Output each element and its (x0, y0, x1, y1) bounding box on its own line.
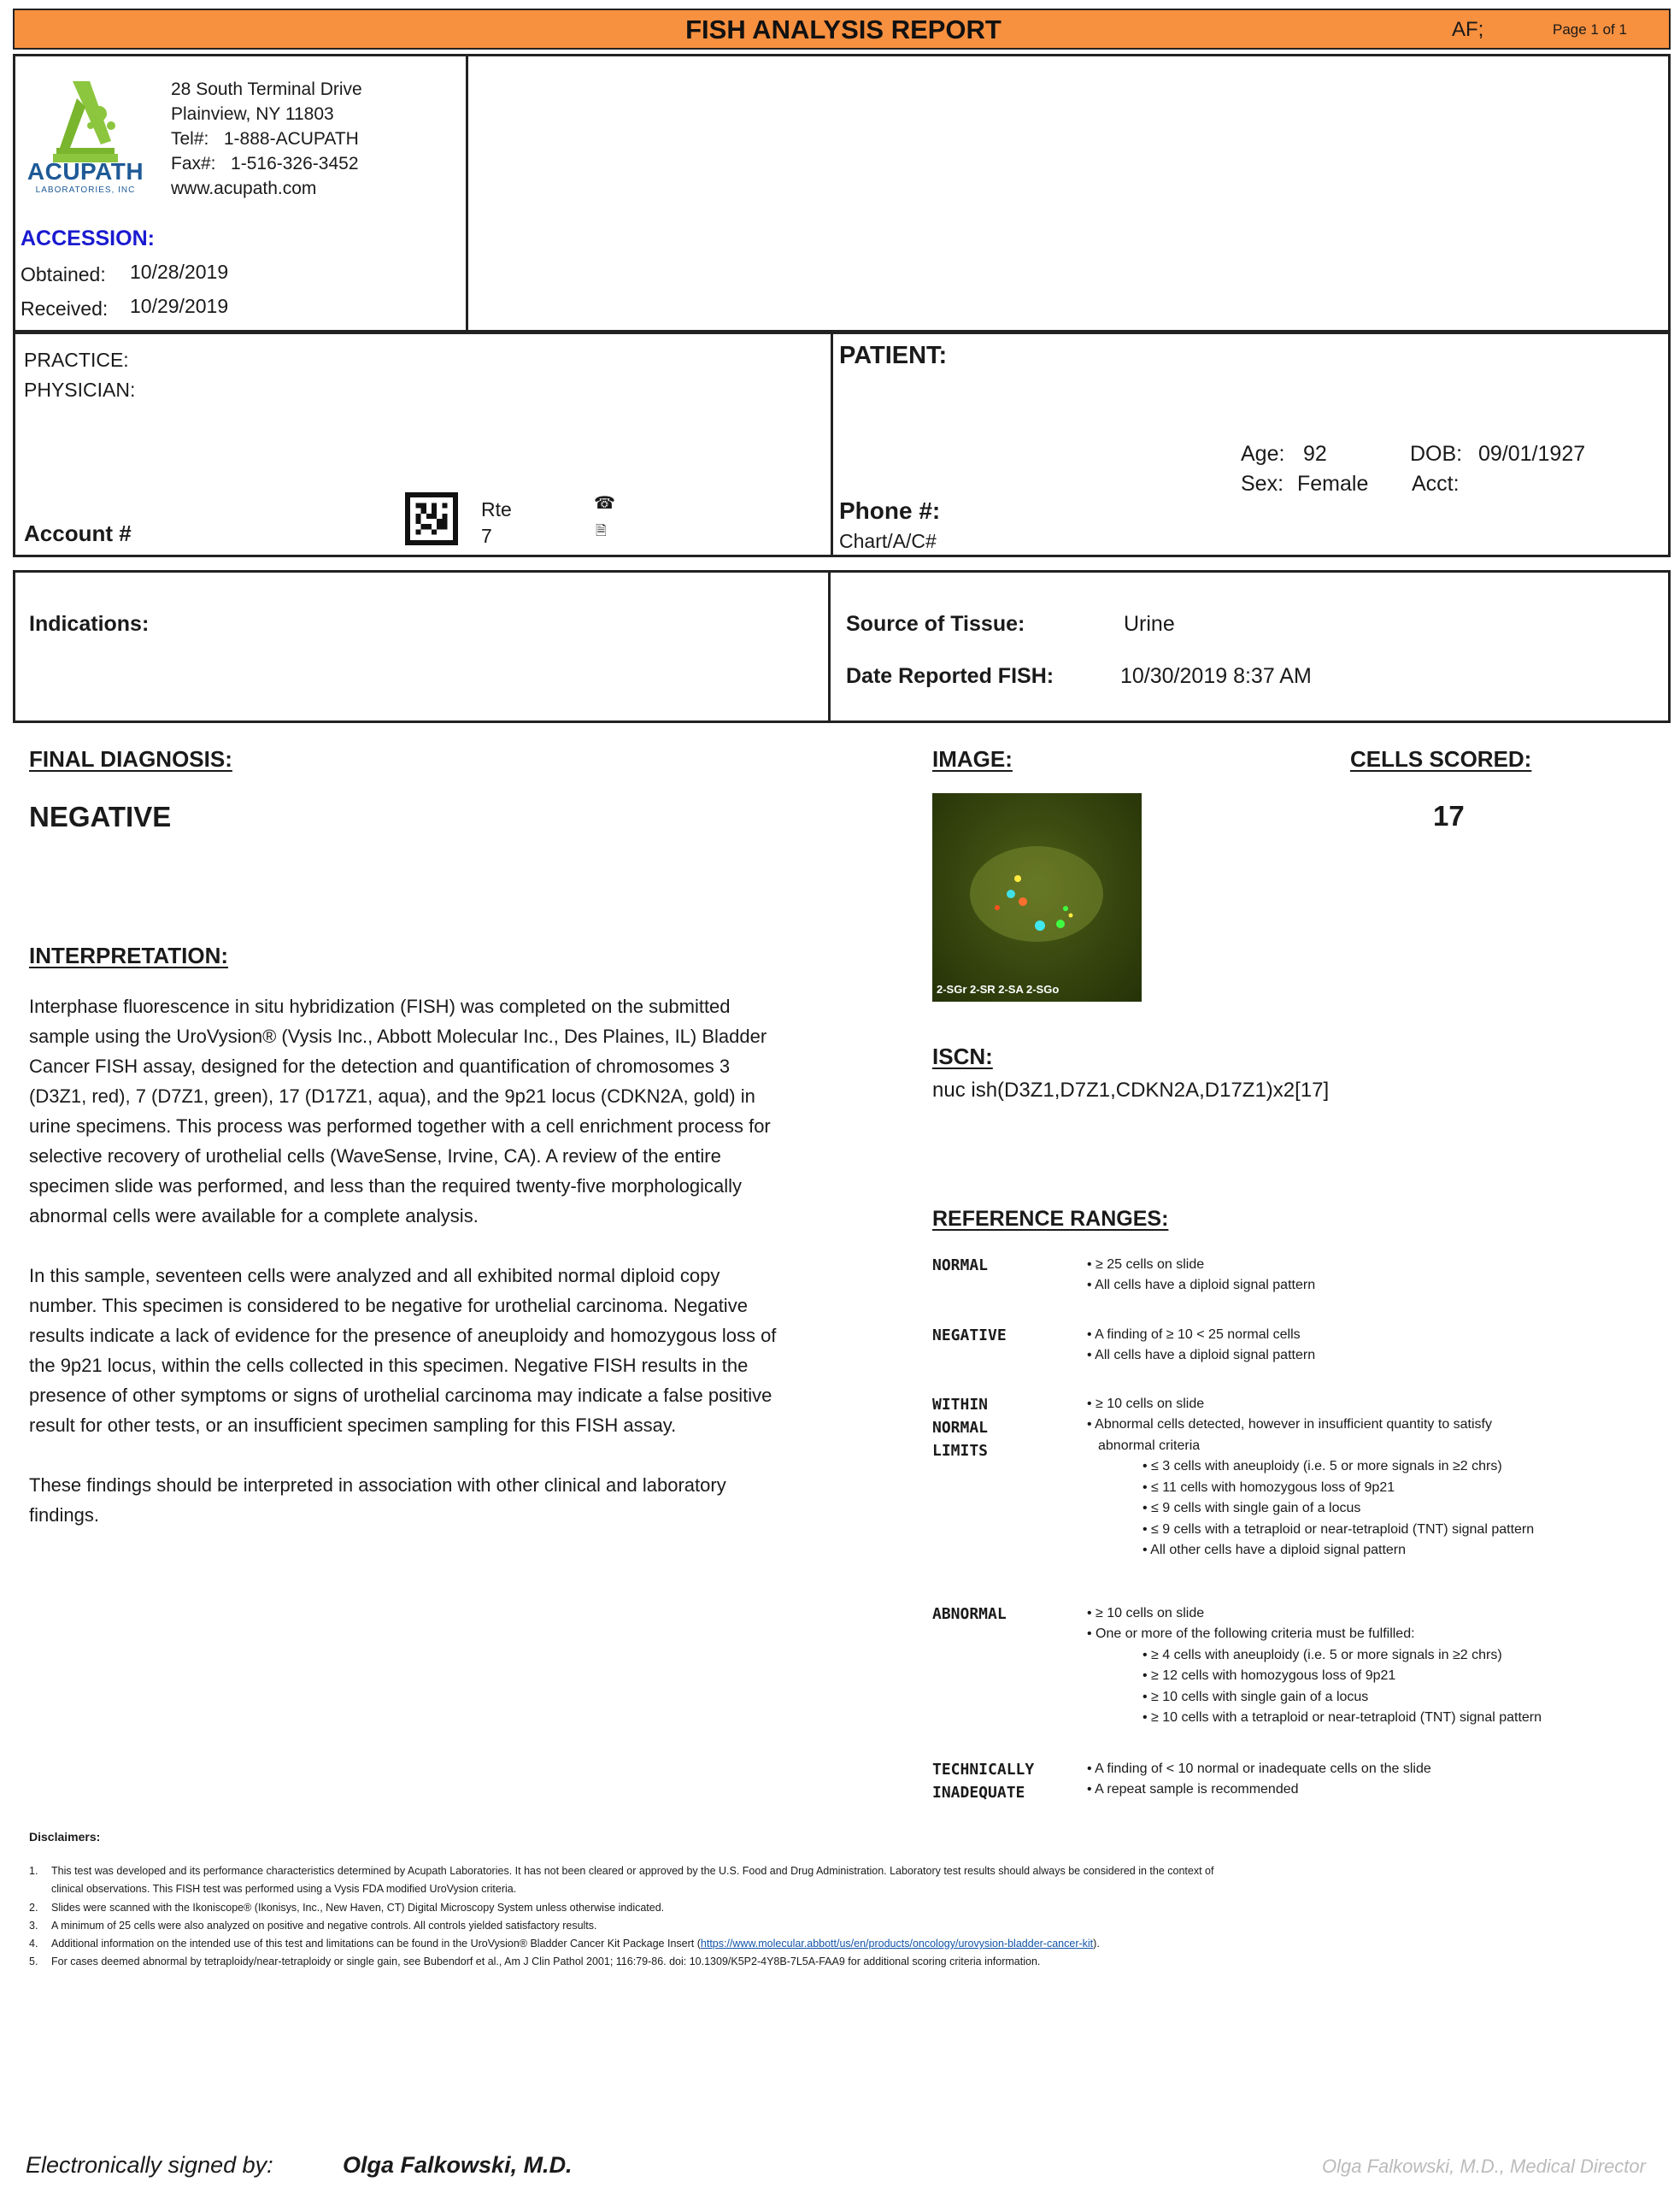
disclaimers-label: Disclaimers: (29, 1830, 101, 1844)
report-header-bar (13, 9, 1671, 50)
disclaimer-item (29, 1953, 1040, 1971)
final-diagnosis-label: FINAL DIAGNOSIS: (29, 746, 232, 772)
account-label: Account # (24, 521, 132, 546)
address-line-2: Plainview, NY 11803 (171, 104, 334, 124)
route-label: Rte (481, 498, 512, 521)
age-label: Age: (1241, 442, 1285, 466)
ref-wnl-item: • ≤ 9 cells with single gain of a locus (1143, 1501, 1361, 1515)
lab-box-divider (466, 54, 468, 334)
obtained-label: Obtained: (21, 263, 106, 285)
disclaimer-text: This test was developed and its performance characteristics determined by Acupath Laboratories. It has not been cleared or approved by the U.S. Food and Drug Administration. Laboratory test results should always be considered in the context of (51, 1865, 1214, 1877)
specimen-divider (828, 570, 831, 723)
ref-normal-label: NORMAL (932, 1256, 989, 1274)
interpretation-paragraph: These findings should be interpreted in association with other clinical and laboratory findings. (29, 1474, 726, 1526)
chart-label: Chart/A/C# (839, 530, 937, 552)
disclaimer-item (29, 1899, 664, 1917)
microscope-icon (26, 73, 145, 167)
ref-inadequate-item: • A finding of < 10 normal or inadequate cells on the slide (1087, 1762, 1431, 1776)
acupath-logo (26, 73, 145, 197)
date-reported-value: 10/30/2019 8:37 AM (1120, 664, 1312, 688)
af-label: AF; (1452, 18, 1484, 41)
received-date: 10/29/2019 (130, 295, 229, 317)
sex-label: Sex: (1241, 472, 1284, 496)
ref-abnormal-item: • ≥ 4 cells with aneuploidy (i.e. 5 or more signals in ≥2 chrs) (1143, 1648, 1502, 1662)
signed-by-label: Electronically signed by: (26, 2152, 273, 2178)
acct-label: Acct: (1412, 472, 1460, 496)
fax-line (171, 151, 362, 176)
interpretation-paragraph: In this sample, seventeen cells were analyzed and all exhibited normal diploid copy number. This specimen is considered to be negative for urothelial carcinoma. Negative results indicate a lack of evidence for the presence of aneuploidy and homozygous loss of the 9p21 locus, within the cells collected in this specimen. Negative FISH results in the presence of other symptoms or signs of urothelial carcinoma may indicate a false positive result for other tests, or an insufficient specimen sampling for this FISH assay. (29, 1265, 777, 1436)
medical-director-watermark: Olga Falkowski, M.D., Medical Director (1322, 2156, 1646, 2177)
cells-scored-value: 17 (1433, 800, 1465, 832)
ref-negative-item: • A finding of ≥ 10 < 25 normal cells (1087, 1327, 1301, 1342)
ref-wnl-item: • ≤ 11 cells with homozygous loss of 9p21 (1143, 1480, 1395, 1495)
ref-abnormal-label: ABNORMAL (932, 1605, 1007, 1623)
accession-label: ACCESSION: (21, 226, 155, 250)
disclaimer-text: Additional information on the intended use of this test and limitations can be found in the UroVysion® Bladder Cancer Kit Package Insert ( (51, 1938, 701, 1950)
iscn-value: nuc ish(D3Z1,D7Z1,CDKN2A,D17Z1)x2[17] (932, 1079, 1330, 1102)
ref-wnl-label: WITHIN (932, 1396, 989, 1414)
iscn-label: ISCN: (932, 1044, 993, 1069)
disclaimer-item (29, 1935, 1100, 1953)
ref-wnl-item: • ≤ 3 cells with aneuploidy (i.e. 5 or more signals in ≥2 chrs) (1143, 1459, 1502, 1473)
physician-label: PHYSICIAN: (24, 379, 136, 401)
indications-label: Indications: (29, 612, 150, 636)
fish-cell-image (932, 793, 1142, 1002)
source-of-tissue-value: Urine (1124, 612, 1175, 636)
signer-name: Olga Falkowski, M.D. (343, 2152, 573, 2178)
disclaimer-text: For cases deemed abnormal by tetraploidy/near-tetraploidy or single gain, see Bubendorf et al., Am J Clin Pathol 2001; 116:79-86. doi: 10.1309/K5P2-4Y8B-7L5A-FAA9 for additional scoring criteria information. (51, 1956, 1041, 1967)
interpretation-label: INTERPRETATION: (29, 943, 229, 968)
ref-inadequate-label: INADEQUATE (932, 1784, 1025, 1802)
tel-label: Tel#: (171, 129, 209, 149)
received-label: Received: (21, 297, 109, 320)
disclaimer-number: 1. (29, 1865, 38, 1877)
lab-address (171, 77, 362, 201)
disclaimer-item (29, 1917, 597, 1935)
interpretation-paragraph: Interphase fluorescence in situ hybridization (FISH) was completed on the submitted sample using the UroVysion® (Vysis Inc., Abbott Molecular Inc., Des Plaines, IL) Bladder Cancer FISH assay, designed for the detection and quantification of chromosomes 3 (D3Z1, red), 7 (D7Z1, green), 17 (D17Z1, aqua), and the 9p21 locus (CDKN2A, gold) in urine specimens. This process was performed together with a cell enrichment process for selective recovery of urothelial cells (WaveSense, Irvine, CA). A review of the entire specimen slide was performed, and less than the required twenty-five morphologically abnormal cells were available for a complete analysis. (29, 996, 771, 1226)
date-reported-label: Date Reported FISH: (846, 664, 1054, 688)
page-indicator: Page 1 of 1 (1553, 21, 1627, 38)
source-of-tissue-label: Source of Tissue: (846, 612, 1025, 636)
barcode-2d (405, 492, 458, 545)
ref-wnl-label: LIMITS (932, 1442, 989, 1460)
disclaimer-number: 4. (29, 1938, 38, 1950)
ref-negative-label: NEGATIVE (932, 1326, 1007, 1344)
disclaimer-text: A minimum of 25 cells were also analyzed on positive and negative controls. All controls yielded satisfactory results. (51, 1920, 597, 1932)
disclaimer-text: clinical observations. This FISH test was performed using a Vysis FDA modified UroVysion criteria. (51, 1883, 517, 1895)
ref-normal-item: • All cells have a diploid signal pattern (1087, 1278, 1316, 1292)
lab-website: www.acupath.com (171, 179, 317, 198)
obtained-date: 10/28/2019 (130, 261, 229, 283)
ref-negative-item: • All cells have a diploid signal pattern (1087, 1348, 1316, 1362)
final-diagnosis-value: NEGATIVE (29, 801, 172, 832)
specimen-box (13, 570, 1671, 723)
ref-abnormal-item: • One or more of the following criteria must be fulfilled: (1087, 1626, 1415, 1641)
cells-scored-label: CELLS SCORED: (1350, 746, 1532, 772)
ref-inadequate-label: TECHNICALLY (932, 1761, 1035, 1779)
dob-value: 09/01/1927 (1478, 442, 1586, 466)
fax-number: 1-516-326-3452 (231, 154, 359, 174)
patient-label: PATIENT: (839, 342, 948, 369)
ref-abnormal-item: • ≥ 10 cells with single gain of a locus (1143, 1690, 1369, 1704)
image-caption: 2-SGr 2-SR 2-SA 2-SGo (937, 983, 1060, 996)
fax-icon: 🗎 (596, 524, 607, 538)
practice-patient-divider (831, 330, 833, 557)
logo-name: ACUPATH (26, 158, 144, 185)
ref-wnl-item: abnormal criteria (1098, 1438, 1201, 1453)
ref-inadequate-item: • A repeat sample is recommended (1087, 1782, 1299, 1797)
age-value: 92 (1303, 442, 1327, 466)
route-value: 7 (481, 525, 492, 547)
telephone-line (171, 126, 362, 151)
ref-wnl-item: • Abnormal cells detected, however in insufficient quantity to satisfy (1087, 1417, 1492, 1432)
report-title: FISH ANALYSIS REPORT (685, 15, 1002, 44)
image-label: IMAGE: (932, 746, 1013, 772)
phone-icon: ☎ (594, 494, 615, 513)
sex-value: Female (1297, 472, 1369, 496)
disclaimer-text: ). (1093, 1938, 1100, 1950)
ref-wnl-label: NORMAL (932, 1419, 989, 1437)
phone-label: Phone #: (839, 497, 941, 524)
address-line-1: 28 South Terminal Drive (171, 79, 362, 99)
ref-wnl-item: • All other cells have a diploid signal pattern (1143, 1543, 1407, 1557)
disclaimer-number: 5. (29, 1956, 38, 1967)
ref-abnormal-item: • ≥ 10 cells on slide (1087, 1606, 1205, 1620)
reference-ranges-label: REFERENCE RANGES: (932, 1207, 1169, 1231)
disclaimer-item (29, 1862, 1213, 1880)
ref-abnormal-item: • ≥ 10 cells with a tetraploid or near-tetraploid (TNT) signal pattern (1143, 1710, 1542, 1725)
disclaimer-number: 2. (29, 1902, 38, 1914)
interpretation-text (29, 991, 781, 1530)
tel-number: 1-888-ACUPATH (223, 129, 359, 149)
disclaimer-number: 3. (29, 1920, 38, 1932)
ref-normal-item: • ≥ 25 cells on slide (1087, 1257, 1205, 1272)
dob-label: DOB: (1410, 442, 1463, 466)
ref-wnl-item: • ≤ 9 cells with a tetraploid or near-tetraploid (TNT) signal pattern (1143, 1522, 1535, 1537)
ref-wnl-item: • ≥ 10 cells on slide (1087, 1397, 1205, 1411)
disclaimer-text: Slides were scanned with the Ikoniscope® (Ikonisys, Inc., New Haven, CT) Digital Microscopy System unless otherwise indicated. (51, 1902, 665, 1914)
fax-label: Fax#: (171, 154, 216, 174)
ref-abnormal-item: • ≥ 12 cells with homozygous loss of 9p21 (1143, 1668, 1396, 1683)
practice-label: PRACTICE: (24, 349, 129, 371)
urovysion-package-insert-link[interactable]: https://www.molecular.abbott/us/en/products/oncology/urovysion-bladder-cancer-kit (700, 1938, 1094, 1950)
logo-subtitle: LABORATORIES, INC (35, 185, 136, 195)
